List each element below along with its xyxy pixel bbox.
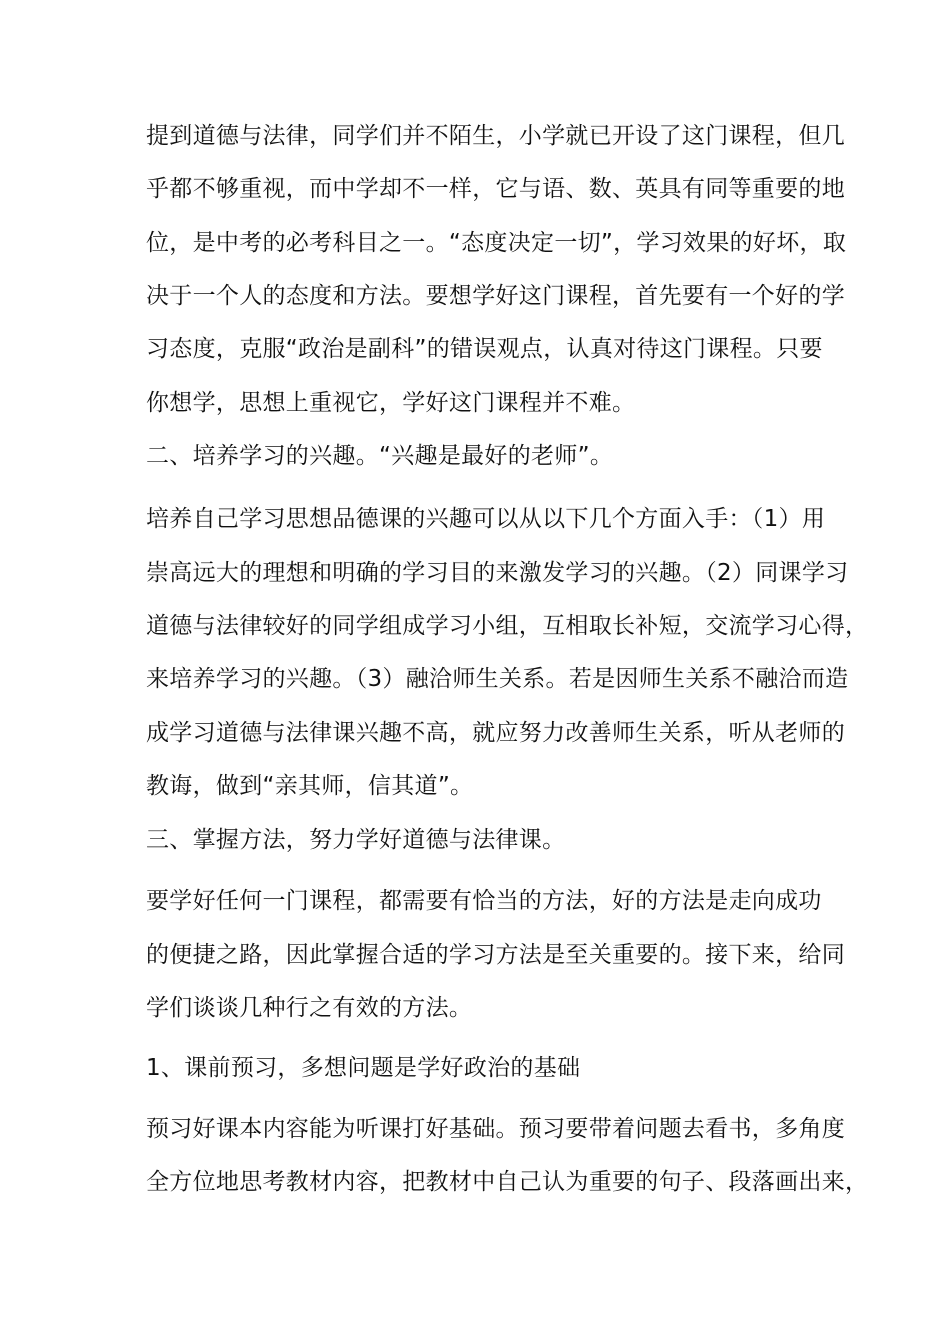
text-line: 学们谈谈几种行之有效的方法。 [146, 995, 473, 1021]
subsection-heading: 1、课前预习，多想问题是学好政治的基础 [146, 1055, 581, 1081]
text-line: 习态度，克服“政治是副科”的错误观点，认真对待这门课程。只要 [146, 336, 823, 362]
text-line: 全方位地思考教材内容，把教材中自己认为重要的句子、段落画出来， [146, 1169, 869, 1195]
text-line: 决于一个人的态度和方法。要想学好这门课程，首先要有一个好的学 [146, 283, 845, 309]
text-line: 位，是中考的必考科目之一。“态度决定一切”，学习效果的好坏，取 [146, 230, 847, 256]
text-line: 来培养学习的兴趣。（3）融洽师生关系。若是因师生关系不融洽而造 [146, 666, 849, 692]
text-line: 成学习道德与法律课兴趣不高，就应努力改善师生关系，听从老师的 [146, 720, 845, 746]
text-line: 培养自己学习思想品德课的兴趣可以从以下几个方面入手：（1）用 [146, 506, 826, 532]
section-heading: 二、培养学习的兴趣。“兴趣是最好的老师”。 [146, 443, 614, 469]
text-line: 乎都不够重视，而中学却不一样，它与语、数、英具有同等重要的地 [146, 176, 845, 202]
text-line: 你想学，思想上重视它，学好这门课程并不难。 [146, 390, 636, 416]
text-line: 的便捷之路，因此掌握合适的学习方法是至关重要的。接下来，给同 [146, 942, 845, 968]
text-line: 提到道德与法律，同学们并不陌生，小学就已开设了这门课程，但几 [146, 123, 845, 149]
text-line: 要学好任何一门课程，都需要有恰当的方法，好的方法是走向成功 [146, 888, 822, 914]
text-line: 崇高远大的理想和明确的学习目的来激发学习的兴趣。（2）同课学习 [146, 560, 849, 586]
text-line: 教诲，做到“亲其师，信其道”。 [146, 773, 474, 799]
text-line: 预习好课本内容能为听课打好基础。预习要带着问题去看书，多角度 [146, 1116, 845, 1142]
section-heading: 三、掌握方法，努力学好道德与法律课。 [146, 827, 566, 853]
text-line: 道德与法律较好的同学组成学习小组，互相取长补短，交流学习心得， [146, 613, 869, 639]
